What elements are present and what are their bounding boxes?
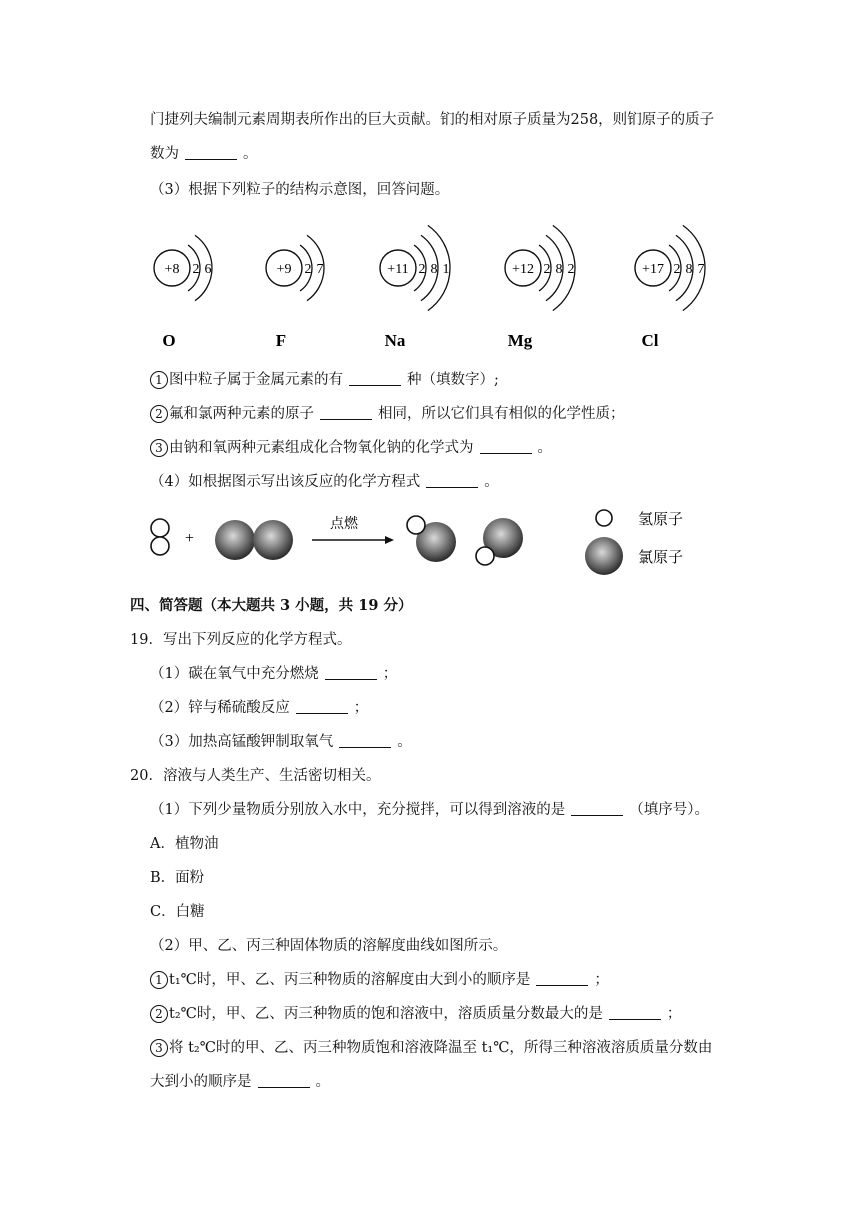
q19-item3-end: 。 (397, 734, 412, 750)
q20-option-a: A．植物油 (150, 836, 219, 852)
q18-sub1-text: 图中粒子属于金属元素的有 (169, 372, 343, 388)
q19-item2-text: （2）锌与稀硫酸反应 (150, 700, 290, 716)
electron-count: 2 (304, 262, 312, 277)
electron-count: 6 (204, 262, 212, 277)
q20-sub3-line2-end: 。 (315, 1074, 330, 1090)
arrow-head-icon (385, 536, 394, 544)
q18-sub3 (150, 438, 552, 458)
nucleus-charge: +9 (276, 262, 292, 277)
atom-structure-diagrams (140, 210, 740, 360)
arrow-label: 点燃 (330, 517, 358, 532)
electron-count: 8 (430, 262, 438, 277)
answer-blank[interactable] (426, 473, 478, 488)
chlorine-molecule (215, 520, 293, 560)
hcl-molecule (407, 516, 456, 562)
q18-sub2-end: 相同，所以它们具有相似的化学性质； (378, 406, 625, 422)
circled-number: 2 (150, 1005, 168, 1023)
circled-number: 1 (150, 971, 168, 989)
q18-line2-text: 数为 (150, 146, 179, 162)
q20-sub3-text: 将 t₂℃时的甲、乙、丙三种物质饱和溶液降温至 t₁℃，所得三种溶液溶质质量分数由 (169, 1040, 713, 1056)
element-symbol: O (162, 331, 176, 350)
q19-stem: 19．写出下列反应的化学方程式。 (130, 632, 352, 648)
answer-blank[interactable] (480, 439, 532, 454)
q20-part1-end: （填序号）。 (629, 802, 709, 818)
atom-diagram-na (380, 225, 450, 350)
answer-blank[interactable] (609, 1005, 661, 1020)
answer-blank[interactable] (339, 733, 391, 748)
hydrogen-legend-icon (596, 510, 612, 526)
q20-sub3 (150, 1038, 712, 1058)
q18-part4-text: （4）如根据图示写出该反应的化学方程式 (150, 474, 421, 490)
electron-count: 1 (442, 262, 450, 277)
electron-count: 2 (543, 262, 551, 277)
q19-item1-end: ； (382, 666, 398, 682)
answer-blank[interactable] (325, 665, 377, 680)
electron-count: 2 (673, 262, 681, 277)
q19-item3 (150, 732, 412, 752)
circled-number: 1 (150, 371, 168, 389)
nucleus-charge: +17 (642, 262, 664, 277)
q20-part1-text: （1）下列少量物质分别放入水中，充分搅拌，可以得到溶液的是 (150, 802, 566, 818)
chlorine-legend-icon (585, 537, 623, 575)
q20-sub1-end: ； (594, 972, 609, 988)
electron-count: 8 (555, 262, 563, 277)
atom-diagram-f (266, 235, 324, 350)
electron-count: 7 (316, 262, 324, 277)
q20-sub1 (150, 970, 609, 990)
nucleus-charge: +11 (387, 262, 409, 277)
q19-item2 (150, 698, 368, 718)
q19-item3-text: （3）加热高锰酸钾制取氧气 (150, 734, 334, 750)
q20-sub3-line2 (150, 1072, 330, 1092)
section-heading: 四、简答题（本大题共 3 小题，共 19 分） (130, 597, 413, 614)
answer-blank[interactable] (320, 405, 372, 420)
q18-line2 (150, 144, 258, 164)
hcl-molecule (476, 518, 523, 565)
electron-count: 2 (418, 262, 426, 277)
answer-blank[interactable] (349, 371, 401, 386)
answer-blank[interactable] (536, 971, 588, 986)
legend-chlorine: 氯原子 (638, 550, 684, 566)
atom-diagram-mg (505, 225, 575, 350)
legend-hydrogen: 氢原子 (638, 512, 684, 528)
nucleus-charge: +8 (164, 262, 180, 277)
q20-sub2-text: t₂℃时，甲、乙、丙三种物质的饱和溶液中，溶质质量分数最大的是 (169, 1006, 603, 1022)
element-symbol: Na (384, 331, 406, 350)
q18-part4-end: 。 (484, 474, 499, 490)
reaction-diagram (140, 500, 720, 585)
q18-line2-end: 。 (243, 146, 258, 162)
q18-sub1-end: 种（填数字）; (407, 372, 499, 388)
q18-sub3-text: 由钠和氧两种元素组成化合物氧化钠的化学式为 (169, 440, 474, 456)
element-symbol: Cl (641, 331, 659, 350)
atom-diagram-cl (635, 225, 705, 350)
element-symbol: Mg (507, 331, 533, 350)
plus-sign: + (185, 530, 195, 547)
q18-line1: 门捷列夫编制元素周期表所作出的巨大贡献。钔的相对原子质量为258，则钔原子的质子 (150, 112, 715, 128)
q20-part1 (150, 800, 709, 820)
answer-blank[interactable] (258, 1073, 310, 1088)
q20-option-b: B．面粉 (150, 870, 205, 886)
circled-number: 3 (150, 1039, 168, 1057)
q20-sub2-end: ； (666, 1006, 682, 1022)
q20-part2: （2）甲、乙、丙三种固体物质的溶解度曲线如图所示。 (150, 938, 508, 954)
q20-sub1-text: t₁℃时，甲、乙、丙三种物质的溶解度由大到小的顺序是 (169, 972, 531, 988)
circled-number: 2 (150, 405, 168, 423)
q19-item1 (150, 664, 397, 684)
q18-sub1 (150, 370, 499, 390)
electron-count: 2 (567, 262, 575, 277)
q18-sub3-end: 。 (537, 440, 552, 456)
nucleus-charge: +12 (512, 262, 534, 277)
answer-blank[interactable] (571, 801, 623, 816)
atom-diagram-o (154, 235, 212, 350)
answer-blank[interactable] (185, 145, 237, 160)
q20-sub3-line2-text: 大到小的顺序是 (150, 1074, 252, 1090)
q20-stem: 20．溶液与人类生产、生活密切相关。 (130, 768, 381, 784)
electron-count: 7 (697, 262, 705, 277)
element-symbol: F (275, 331, 287, 350)
q19-item1-text: （1）碳在氧气中充分燃烧 (150, 666, 319, 682)
q18-part3: （3）根据下列粒子的结构示意图，回答问题。 (150, 182, 450, 198)
electron-count: 2 (192, 262, 200, 277)
circled-number: 3 (150, 439, 168, 457)
q19-item2-end: ； (353, 700, 369, 716)
q18-part4 (150, 472, 499, 492)
q18-sub2-text: 氟和氯两种元素的原子 (169, 406, 314, 422)
answer-blank[interactable] (296, 699, 348, 714)
electron-count: 8 (685, 262, 693, 277)
q20-option-c: C．白糖 (150, 904, 205, 920)
q20-sub2 (150, 1004, 681, 1024)
hydrogen-molecule (151, 519, 169, 555)
q18-sub2 (150, 404, 625, 424)
